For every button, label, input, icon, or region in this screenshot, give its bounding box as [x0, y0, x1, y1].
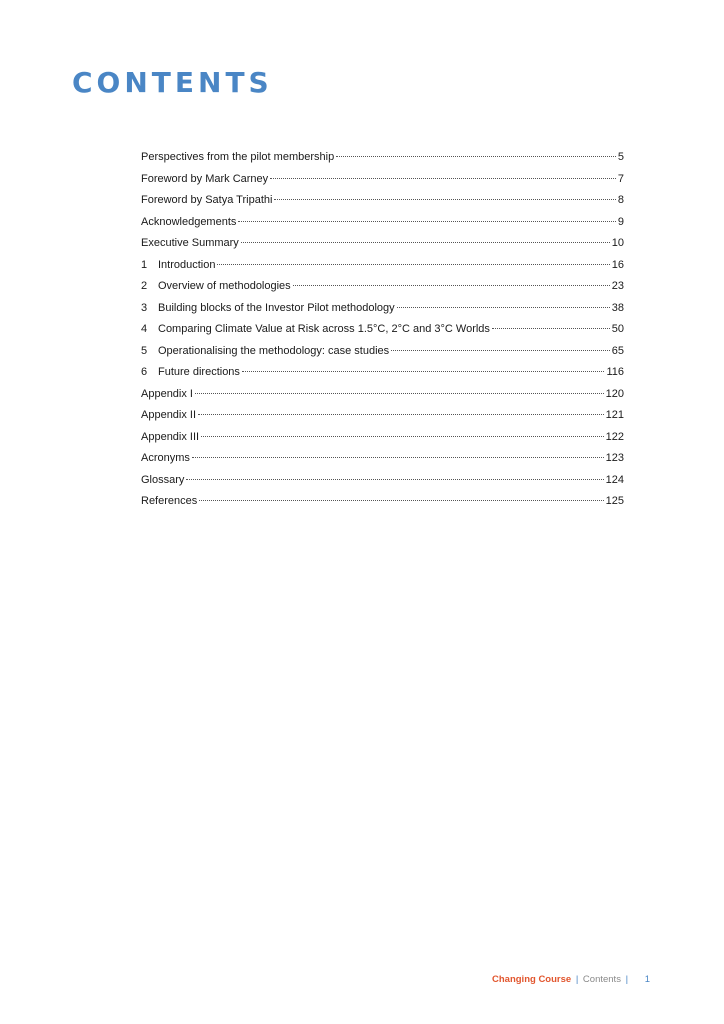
toc-entry[interactable] — [141, 233, 624, 255]
toc-entry-number: 3 — [141, 301, 148, 314]
toc-entry[interactable] — [141, 169, 624, 191]
toc-leader-dots — [198, 414, 604, 415]
toc-leader-dots — [186, 479, 603, 480]
toc-entry[interactable] — [141, 255, 624, 277]
toc-entry[interactable] — [141, 341, 624, 363]
toc-entry-page: 122 — [605, 430, 624, 443]
toc-entry-label: Introduction — [158, 258, 216, 271]
toc-leader-dots — [397, 307, 610, 308]
toc-entry[interactable] — [141, 319, 624, 341]
toc-entry-label: Appendix III — [141, 430, 200, 443]
toc-entry-page: 65 — [611, 344, 624, 357]
toc-entry[interactable] — [141, 276, 624, 298]
toc-entry-page: 116 — [606, 366, 624, 378]
toc-leader-dots — [270, 178, 616, 179]
toc-entry[interactable] — [141, 427, 624, 449]
toc-leader-dots — [293, 285, 610, 286]
toc-leader-dots — [201, 436, 604, 437]
toc-entry[interactable] — [141, 362, 624, 384]
page-title: CONTENTS — [72, 66, 273, 99]
toc-entry-page: 23 — [611, 280, 624, 292]
toc-leader-dots — [492, 328, 610, 329]
toc-entry-page: 121 — [605, 409, 624, 421]
toc-leader-dots — [195, 393, 604, 394]
toc-entry-label: Building blocks of the Investor Pilot methodology — [158, 301, 395, 314]
toc-entry[interactable] — [141, 147, 624, 169]
toc-entry[interactable] — [141, 298, 624, 320]
footer-document-title: Changing Course — [492, 974, 572, 985]
toc-entry-page: 50 — [611, 323, 624, 335]
toc-entry[interactable] — [141, 448, 624, 470]
toc-leader-dots — [336, 156, 616, 157]
toc-entry-number: 2 — [141, 280, 148, 292]
toc-entry-label: Appendix II — [141, 409, 197, 421]
toc-entry-label: Acknowledgements — [141, 215, 237, 228]
toc-leader-dots — [242, 371, 605, 372]
toc-leader-dots — [391, 350, 610, 351]
toc-entry-label: Perspectives from the pilot membership — [141, 151, 335, 163]
footer-section-name: Contents — [582, 974, 621, 985]
toc-leader-dots — [274, 199, 615, 200]
toc-leader-dots — [192, 457, 604, 458]
toc-entry[interactable] — [141, 190, 624, 212]
toc-entry-number: 1 — [141, 258, 148, 271]
toc-entry-label: Foreword by Mark Carney — [141, 172, 269, 185]
toc-entry-number: 4 — [141, 323, 148, 335]
toc-entry[interactable] — [141, 384, 624, 406]
toc-entry-label: Appendix I — [141, 387, 193, 400]
toc-entry[interactable] — [141, 405, 624, 427]
toc-entry-label: References — [141, 495, 198, 507]
toc-leader-dots — [238, 221, 615, 222]
toc-entry-page: 7 — [617, 172, 624, 185]
table-of-contents — [141, 147, 624, 513]
toc-entry-label: Comparing Climate Value at Risk across 1.5°C, 2°C and 3°C Worlds — [158, 323, 490, 335]
toc-entry-page: 9 — [617, 215, 624, 228]
toc-leader-dots — [241, 242, 610, 243]
footer-separator: | — [575, 974, 579, 985]
toc-entry-number: 5 — [141, 344, 148, 357]
toc-entry-label: Acronyms — [141, 452, 190, 464]
toc-entry-page: 124 — [605, 473, 624, 486]
toc-entry-label: Future directions — [158, 366, 240, 378]
toc-entry-label: Operationalising the methodology: case studies — [158, 344, 390, 357]
toc-entry-page: 16 — [611, 258, 624, 271]
toc-entry[interactable] — [141, 491, 624, 513]
toc-entry-page: 125 — [605, 495, 624, 507]
toc-entry-label: Executive Summary — [141, 237, 239, 249]
toc-entry-page: 38 — [611, 301, 624, 314]
toc-entry[interactable] — [141, 470, 624, 492]
page-footer — [492, 974, 650, 985]
footer-page-number: 1 — [644, 974, 650, 985]
footer-separator: | — [625, 974, 629, 985]
toc-entry-label: Overview of methodologies — [158, 280, 291, 292]
toc-entry-label: Glossary — [141, 473, 185, 486]
toc-entry-page: 8 — [617, 194, 624, 206]
toc-entry-label: Foreword by Satya Tripathi — [141, 194, 273, 206]
toc-entry[interactable] — [141, 212, 624, 234]
toc-leader-dots — [199, 500, 603, 501]
toc-leader-dots — [217, 264, 609, 265]
toc-entry-page: 10 — [611, 237, 624, 249]
toc-entry-page: 120 — [605, 387, 624, 400]
toc-entry-number: 6 — [141, 366, 148, 378]
toc-entry-page: 123 — [605, 452, 624, 464]
toc-entry-page: 5 — [617, 151, 624, 163]
